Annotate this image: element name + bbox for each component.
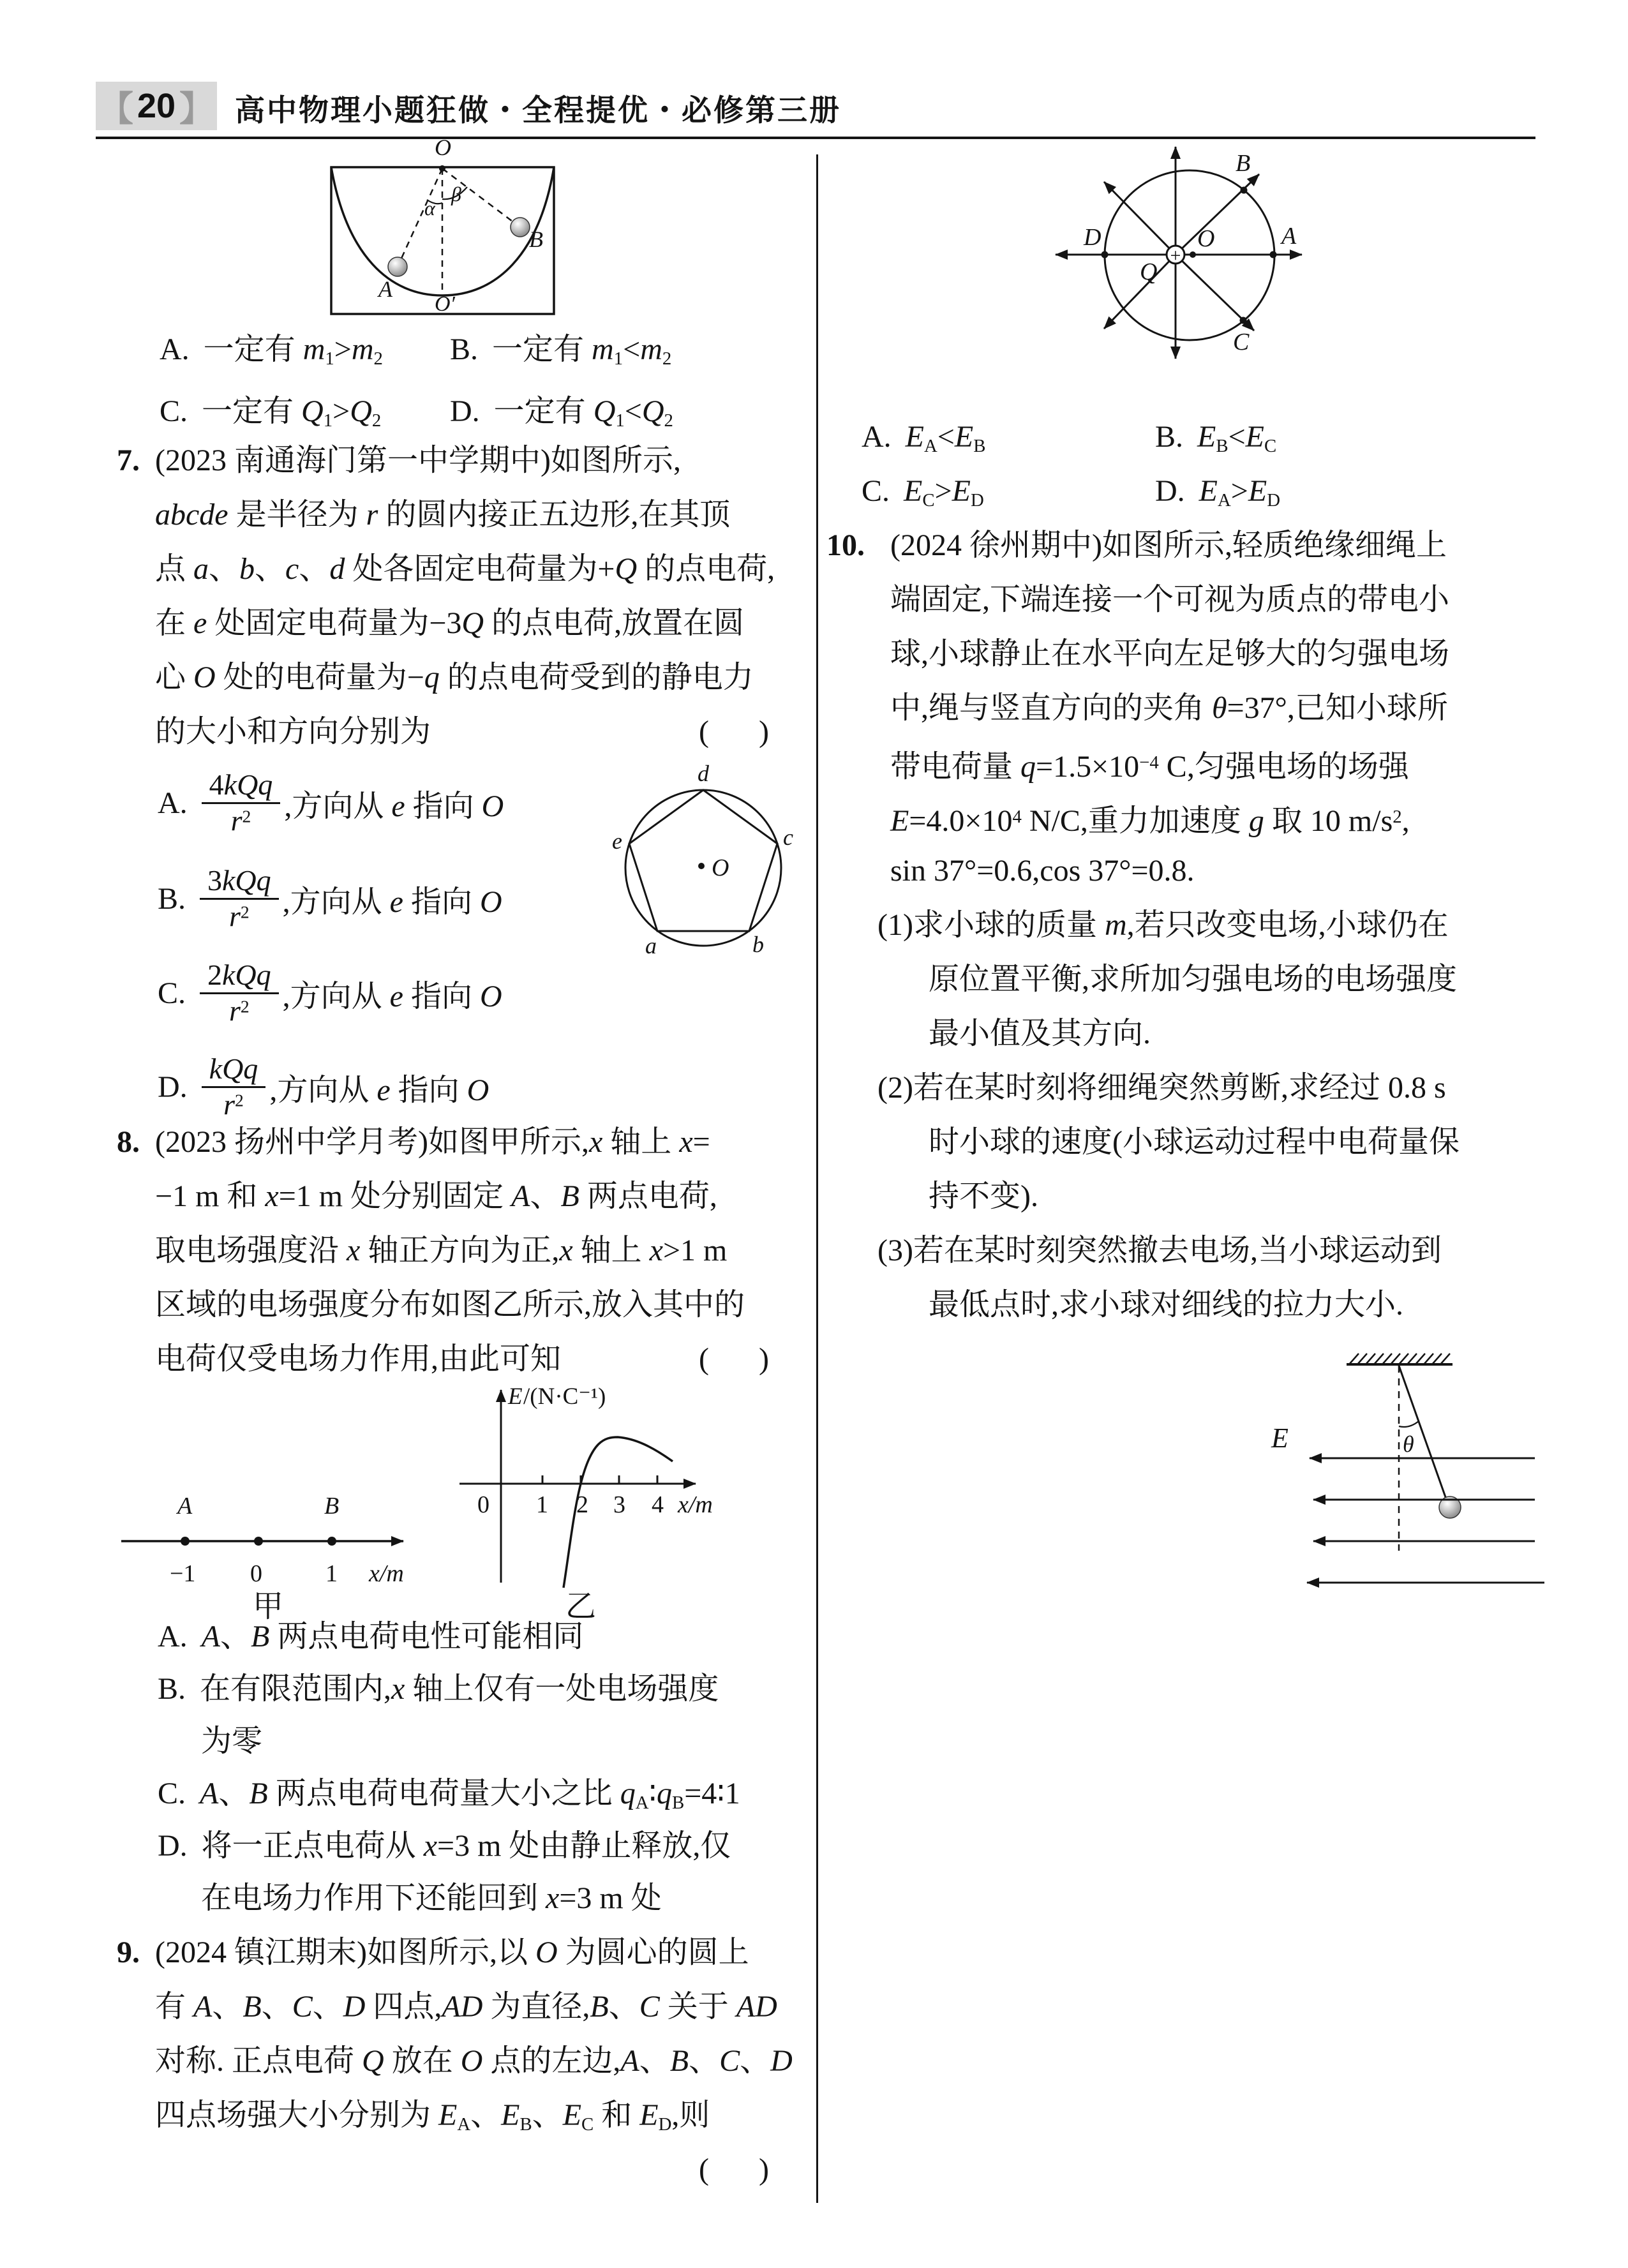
q10-line-7: sin 37°=0.6,cos 37°=0.8.	[890, 854, 1195, 888]
q9-number: 9.	[117, 1936, 140, 1969]
label-d: d	[698, 761, 709, 786]
x-axis-unit: x/m	[678, 1491, 713, 1518]
q10-line-2: 端固定,下端连接一个可视为质点的带电小	[890, 583, 1450, 616]
q8-option-a-letter: A.	[158, 1620, 188, 1653]
q7-option-b-fraction	[200, 864, 279, 934]
pentagon-shape	[629, 790, 777, 931]
q9-option-c-text: $E_C>E_D$	[904, 474, 984, 511]
figure-pentagon	[609, 759, 801, 970]
field-arrows	[1307, 1458, 1544, 1583]
tick-0: 0	[250, 1560, 262, 1587]
q6-option-a-text: 一定有 $m_1>m_2$	[203, 332, 383, 369]
q9-option-d	[1155, 466, 1280, 526]
label-beta: β	[451, 183, 461, 205]
label-E: E	[1271, 1422, 1288, 1454]
q10-line-4: 中,绳与竖直方向的夹角 θ=37°,已知小球所	[890, 691, 1448, 725]
x-axis-ticks	[542, 1475, 657, 1484]
q8-option-d-letter: D.	[158, 1829, 188, 1863]
ray-upper-right	[1176, 174, 1259, 255]
q7-option-b-letter: B.	[158, 881, 186, 916]
q8-option-d-text: 将一正点电荷从 x=3 m 处由静止释放,仅	[201, 1829, 731, 1863]
label-a: a	[645, 933, 657, 959]
q6-option-b-letter: B.	[450, 332, 479, 366]
q7-option-a	[158, 755, 504, 851]
column-divider	[816, 154, 818, 2203]
q8-option-c	[158, 1768, 740, 1828]
q7-c-denominator: $r^2$	[228, 994, 250, 1027]
q7-line-4: 在 e 处固定电荷量为−3Q 的点电荷,放置在圆	[155, 606, 745, 640]
ceiling-hatch	[1349, 1354, 1450, 1364]
q8-option-c-text: A、B 两点电荷电荷量大小之比 $q_A∶q_B=4∶1$	[200, 1777, 740, 1814]
label-B: B	[529, 227, 543, 252]
q9-option-a	[862, 412, 985, 472]
q7-option-b	[158, 851, 502, 946]
label-c: c	[783, 824, 793, 850]
point-C-dot	[1240, 317, 1247, 324]
origin-dot	[254, 1537, 263, 1546]
label-A: A	[378, 276, 392, 302]
tick-1: 1	[536, 1491, 548, 1518]
tick-1: 1	[325, 1560, 338, 1587]
q10-sub2-line-3: 持不变).	[929, 1179, 1038, 1213]
q7-a-numerator: 4kQq	[202, 768, 281, 804]
q10-line-6: $E=4.0\times 10^4$ N/C,重力加速度 g 取 10 $m/s^2$,	[890, 803, 1410, 838]
tick-3: 3	[613, 1491, 625, 1518]
q7-number: 7.	[117, 444, 140, 477]
q7-line-5: 心 O 处的电荷量为−q 的点电荷受到的静电力	[155, 660, 754, 694]
label-B: B	[1236, 150, 1251, 177]
label-alpha: α	[424, 197, 435, 220]
q10-number: 10.	[826, 528, 865, 562]
q9-answer-brackets: ( )	[699, 2152, 773, 2186]
q9-line-2: 有 A、B、C、D 四点,AD 为直径,B、C 关于 AD	[155, 1990, 777, 2024]
q8-option-d-cont: 在电场力作用下还能回到 x=3 m 处	[201, 1881, 662, 1915]
q9-line-3: 对称. 正点电荷 Q 放在 O 点的左边,A、B、C、D	[155, 2044, 793, 2078]
q9-option-d-text: $E_A>E_D$	[1199, 474, 1280, 511]
label-Q: Q	[1140, 258, 1158, 285]
q8-option-d	[158, 1821, 731, 1872]
figure-yi-graph	[447, 1366, 715, 1608]
label-A: A	[1281, 223, 1297, 250]
q6-option-b-text: 一定有 $m_1<m_2$	[492, 332, 672, 369]
label-B: B	[324, 1493, 340, 1519]
plus-icon: +	[1170, 245, 1181, 266]
label-theta: θ	[1403, 1431, 1414, 1457]
q10-line-1: (2024 徐州期中)如图所示,轻质绝缘细绳上	[890, 528, 1447, 562]
caption-yi: 乙	[565, 1590, 596, 1623]
q10-sub3-line-1: (3)若在某时刻突然撤去电场,当小球运动到	[877, 1234, 1442, 1267]
q10-sub3-line-2: 最低点时,求小球对细线的拉力大小.	[929, 1288, 1404, 1322]
caption-jia: 甲	[252, 1590, 283, 1623]
q8-option-b	[158, 1664, 719, 1715]
q10-sub1-line-2: 原位置平衡,求所加匀强电场的电场强度	[929, 962, 1458, 996]
q7-line-2: abcde 是半径为 r 的圆内接正五边形,在其顶	[155, 498, 731, 532]
book-title: 高中物理小题狂做・全程提优・必修第三册	[235, 93, 841, 127]
q9-option-b	[1155, 412, 1276, 472]
q7-b-numerator: 3kQq	[200, 864, 279, 900]
q9-option-b-text: $E_B<E_C$	[1197, 420, 1277, 457]
label-O-prime: O′	[435, 292, 455, 316]
q8-answer-brackets: ( )	[699, 1342, 773, 1376]
figure-bowl	[322, 137, 558, 322]
q10-sub1-line-3: 最小值及其方向.	[929, 1017, 1151, 1050]
q10-sub1-line-1: (1)求小球的质量 m,若只改变电场,小球仍在	[877, 908, 1449, 942]
q7-option-c	[158, 945, 502, 1041]
q7-b-denominator: $r^2$	[228, 899, 250, 932]
q8-number: 8.	[117, 1125, 140, 1159]
q8-option-c-letter: C.	[158, 1777, 186, 1810]
q9-line-1: (2024 镇江期末)如图所示,以 O 为圆心的圆上	[155, 1936, 749, 1969]
ray-upper-left	[1104, 182, 1176, 255]
q7-option-d-text: ,方向从 e 指向 O	[269, 1073, 489, 1107]
q9-option-a-text: $E_A<E_B$	[905, 420, 986, 457]
q8-option-b-text: 在有限范围内,x 轴上仅有一处电场强度	[200, 1672, 719, 1706]
figure-circle-field	[1047, 115, 1327, 396]
page-number-badge	[96, 82, 217, 130]
q8-line-5: 电荷仅受电场力作用,由此可知	[155, 1342, 562, 1376]
center-O-dot	[1190, 251, 1196, 258]
q7-d-denominator: $r^2$	[223, 1087, 244, 1121]
q7-answer-brackets: ( )	[699, 715, 773, 749]
q8-option-a-text: A、B 两点电荷电性可能相同	[201, 1620, 584, 1653]
q7-line-3: 点 a、b、c、d 处各固定电荷量为+Q 的点电荷,	[155, 552, 775, 586]
q8-option-a	[158, 1611, 583, 1662]
label-C: C	[1233, 329, 1250, 355]
q7-line-6: 的大小和方向分别为	[155, 715, 431, 749]
label-O: O	[1197, 225, 1215, 252]
q10-line-3: 球,小球静止在水平向左足够大的匀强电场	[890, 637, 1450, 671]
q7-line-1: (2023 南通海门第一中学期中)如图所示,	[155, 444, 681, 477]
q6-option-a-letter: A.	[160, 332, 190, 366]
q10-sub2-line-2: 时小球的速度(小球运动过程中电荷量保	[929, 1125, 1460, 1159]
page-number: 20	[137, 87, 176, 125]
q10-line-5: 带电荷量 $q=1.5\times 10^{-4}$ C,匀强电场的场强	[890, 749, 1409, 784]
label-e: e	[612, 828, 622, 854]
point-B-dot	[1241, 187, 1248, 194]
q7-d-numerator: kQq	[202, 1052, 266, 1088]
q7-option-c-text: ,方向从 e 指向 O	[282, 979, 502, 1013]
q9-option-d-letter: D.	[1155, 474, 1185, 508]
label-b: b	[752, 932, 764, 957]
charge-A-dot	[181, 1537, 190, 1546]
q7-option-c-letter: C.	[158, 976, 186, 1010]
point-D-dot	[1102, 251, 1109, 258]
q7-a-denominator: $r^2$	[230, 803, 251, 837]
q8-option-b-cont: 为零	[201, 1724, 263, 1758]
q7-option-d-letter: D.	[158, 1070, 188, 1104]
ball-A	[388, 257, 407, 276]
figure-pendulum	[1238, 1334, 1557, 1653]
q9-option-c	[862, 466, 984, 526]
q6-option-a	[160, 324, 383, 384]
tick-minus1: −1	[170, 1560, 196, 1587]
theta-arc	[1399, 1421, 1419, 1427]
charge-B-dot	[327, 1537, 336, 1546]
q7-option-a-letter: A.	[158, 786, 188, 820]
q8-line-1: (2023 扬州中学月考)如图甲所示,x 轴上 x=	[155, 1125, 710, 1159]
E-axis-label-E: E	[508, 1384, 523, 1410]
point-A-dot	[1270, 251, 1277, 258]
q8-option-b-letter: B.	[158, 1672, 186, 1706]
q6-option-c-letter: C.	[160, 394, 188, 428]
q9-line-4: 四点场强大小分别为 $E_A$、$E_B$、$E_C$ 和 $E_D$,则	[155, 2098, 710, 2135]
q8-line-2: −1 m 和 x=1 m 处分别固定 A、B 两点电荷,	[155, 1179, 717, 1213]
badge-left-bracket: 【	[98, 89, 133, 128]
tick-2: 2	[576, 1491, 588, 1518]
q10-sub2-line-1: (2)若在某时刻将细绳突然剪断,求经过 0.8 s	[877, 1071, 1446, 1105]
q9-option-a-letter: A.	[862, 420, 892, 454]
q9-option-c-letter: C.	[862, 474, 890, 508]
E-axis-label-unit: /(N·C⁻¹)	[523, 1384, 606, 1410]
q8-line-4: 区域的电场强度分布如图乙所示,放入其中的	[155, 1288, 745, 1322]
ball-B	[511, 218, 530, 237]
q8-line-3: 取电场强度沿 x 轴正方向为正,x 轴上 x>1 m	[155, 1234, 728, 1267]
q6-option-c-text: 一定有 $Q_1>Q_2$	[202, 394, 382, 431]
center-dot	[698, 863, 705, 869]
q6-option-d-letter: D.	[450, 394, 480, 428]
q7-c-numerator: 2kQq	[200, 959, 279, 994]
q7-option-d-fraction	[202, 1052, 266, 1122]
q9-option-b-letter: B.	[1155, 420, 1184, 454]
q7-option-a-text: ,方向从 e 指向 O	[284, 789, 504, 823]
q7-option-c-fraction	[200, 959, 279, 1028]
badge-right-bracket: 】	[179, 89, 214, 128]
tick-4: 4	[652, 1491, 664, 1518]
label-O: O	[435, 135, 451, 160]
label-O: O	[712, 854, 729, 881]
label-D: D	[1084, 224, 1102, 251]
label-A: A	[177, 1493, 193, 1519]
q7-option-a-fraction	[202, 768, 281, 838]
x-axis-unit: x/m	[369, 1560, 404, 1587]
q7-option-b-text: ,方向从 e 指向 O	[282, 884, 502, 919]
q6-option-d-text: 一定有 $Q_1<Q_2$	[493, 394, 673, 431]
tick-0: 0	[477, 1491, 489, 1518]
q6-option-b	[450, 324, 671, 384]
